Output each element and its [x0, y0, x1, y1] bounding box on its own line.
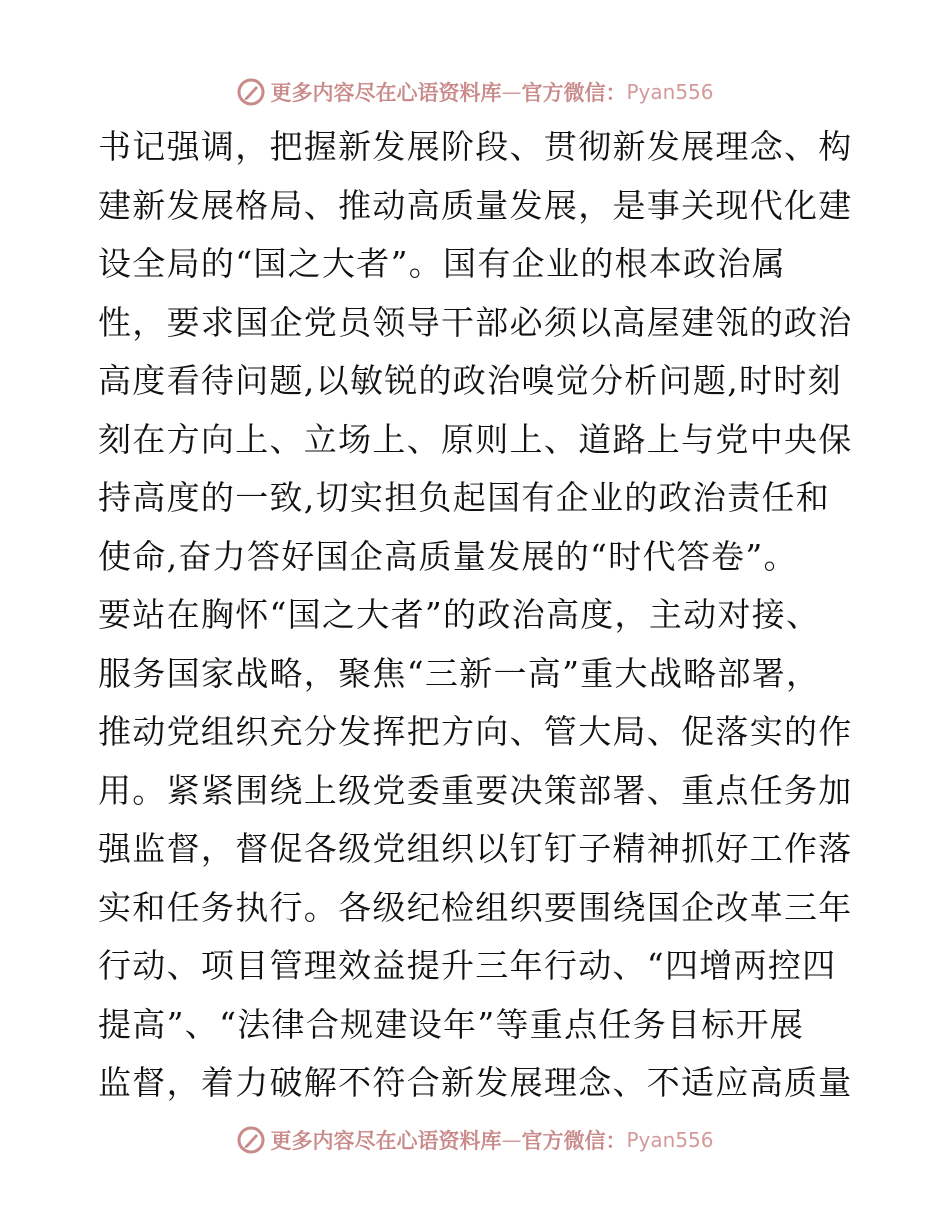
text-line: 强监督，督促各级党组织以钉钉子精神抓好工作落	[98, 829, 853, 868]
banner-main-text: 更多内容尽在心语资料库	[270, 80, 502, 105]
footer-watermark-banner	[0, 1120, 950, 1160]
text-line: 用。紧紧围绕上级党委重要决策部署、重点任务加	[98, 770, 853, 810]
text-line: 要站在胸怀“国之大者”的政治高度，主动对接、	[98, 595, 821, 634]
banner-dash: —	[501, 1128, 522, 1152]
pen-logo-icon	[236, 1125, 266, 1155]
text-line: 服务国家战略，聚焦“三新一高”重大战略部署，	[98, 653, 821, 693]
banner-tail-text: 官方微信：	[521, 1128, 627, 1153]
pen-logo-icon	[236, 77, 266, 107]
banner-main-text: 更多内容尽在心语资料库	[270, 1128, 502, 1153]
text-line: 使命,奋力答好国企高质量发展的“时代答卷”。	[98, 536, 798, 576]
banner-dash: —	[501, 80, 522, 104]
banner-tail-text: 官方微信：	[521, 80, 627, 105]
document-body	[98, 118, 858, 1113]
text-line: 建新发展格局、推动高质量发展，是事关现代化建	[98, 185, 853, 225]
text-line: 行动、项目管理效益提升三年行动、“四增两控四	[98, 946, 837, 985]
text-line: 持高度的一致,切实担负起国有企业的政治责任和	[98, 478, 831, 517]
text-line: 高度看待问题,以敏锐的政治嗅觉分析问题,时时刻	[98, 361, 842, 400]
header-watermark-banner	[0, 72, 950, 112]
text-line: 推动党组织充分发挥把方向、管大局、促落实的作	[98, 712, 853, 751]
text-line: 监督，着力破解不符合新发展理念、不适应高质量	[98, 1063, 853, 1102]
text-line: 实和任务执行。各级纪检组织要围绕国企改革三年	[98, 887, 853, 927]
text-line: 设全局的“国之大者”。国有企业的根本政治属	[98, 244, 787, 283]
banner-wechat-id: Pyan556	[626, 1128, 714, 1152]
text-line: 书记强调，把握新发展阶段、贯彻新发展理念、构	[98, 127, 853, 166]
text-line: 刻在方向上、立场上、原则上、道路上与党中央保	[98, 419, 853, 459]
text-line: 性，要求国企党员领导干部必须以高屋建瓴的政治	[98, 302, 853, 342]
banner-wechat-id: Pyan556	[626, 80, 714, 104]
text-line: 提高”、“法律合规建设年”等重点任务目标开展	[98, 1004, 805, 1044]
